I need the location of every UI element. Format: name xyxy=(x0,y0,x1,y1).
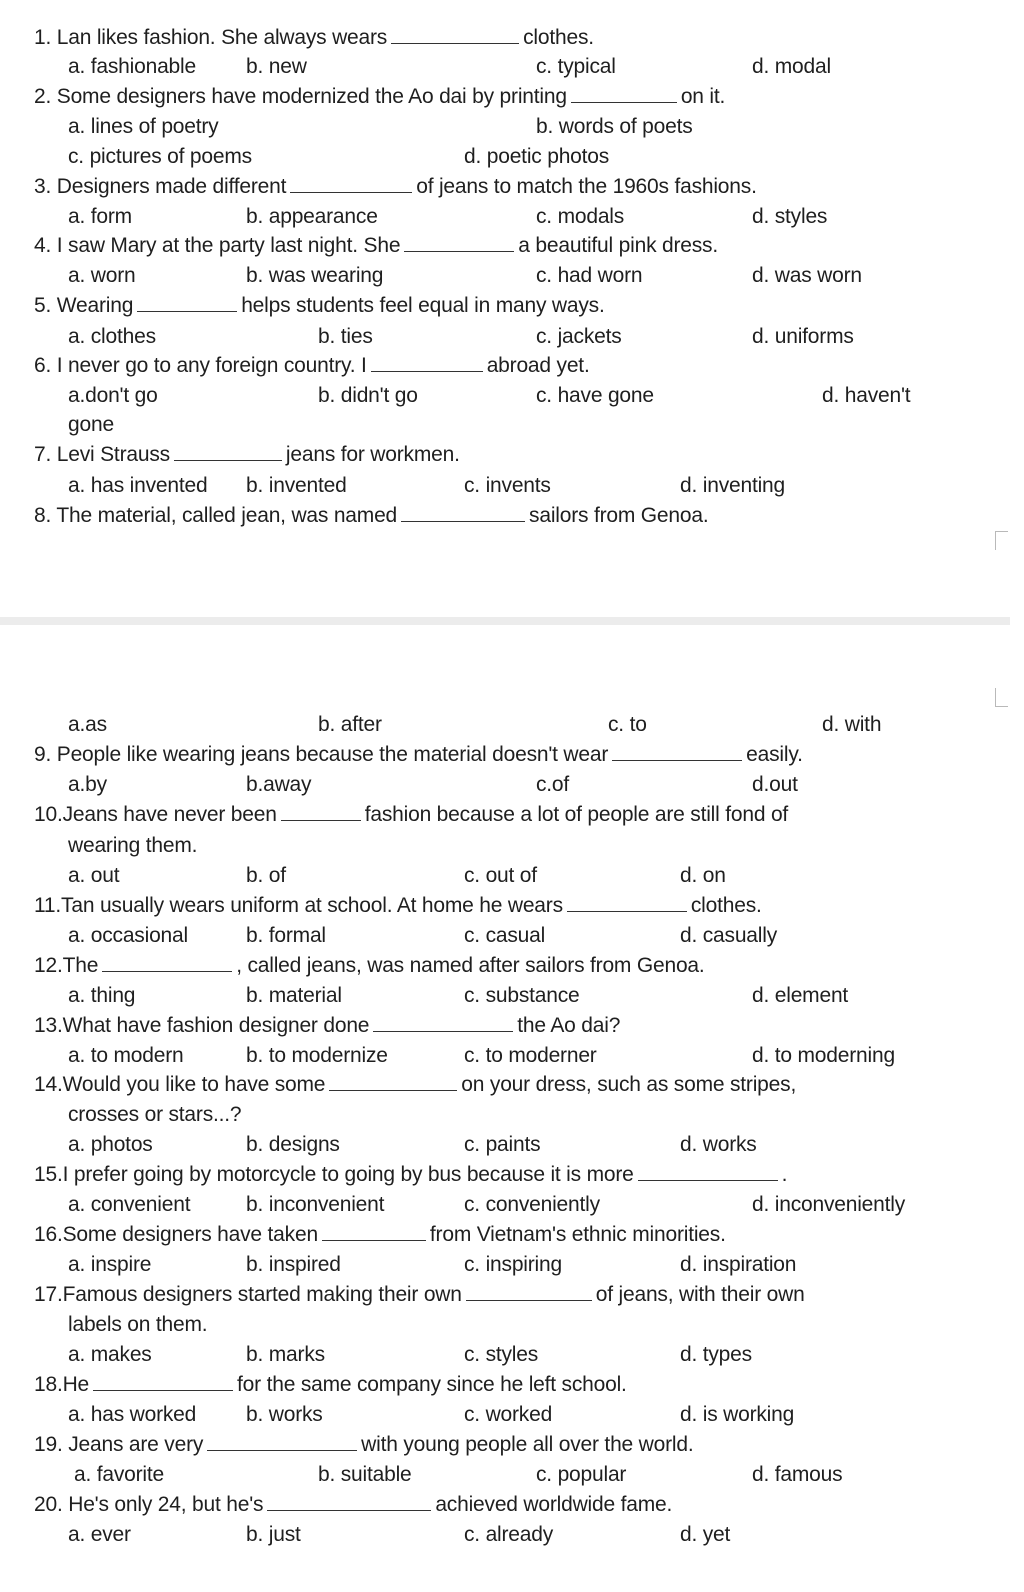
question-text: Some designers have taken xyxy=(62,1223,318,1246)
question-number: 17. xyxy=(34,1283,63,1306)
question-text: He's only 24, but he's xyxy=(68,1493,264,1516)
option-a[interactable]: a. out xyxy=(68,864,120,887)
question-text: What have fashion designer done xyxy=(62,1014,370,1037)
question-text: Jeans have never been xyxy=(62,803,277,826)
option-c[interactable]: c. casual xyxy=(464,924,546,947)
question-text-end: on your dress, such as some stripes, xyxy=(461,1073,797,1096)
option-c[interactable]: c. out of xyxy=(464,864,537,887)
question-text: The xyxy=(62,954,99,977)
answer-blank[interactable] xyxy=(267,1509,431,1511)
question-text-end: of jeans to match the 1960s fashions. xyxy=(416,175,757,198)
question-2 xyxy=(34,82,725,112)
option-d[interactable]: d. on xyxy=(680,864,726,887)
option-b[interactable]: b. designs xyxy=(246,1133,340,1156)
question-text-end: . xyxy=(781,1163,788,1186)
question-text-end: with young people all over the world. xyxy=(361,1433,694,1456)
question-number: 20. xyxy=(34,1493,63,1516)
option-d[interactable]: d. to moderning xyxy=(752,1044,895,1067)
question-11 xyxy=(34,891,762,921)
question-number: 3. xyxy=(34,175,52,198)
option-d[interactable]: d. element xyxy=(752,984,849,1007)
answer-blank[interactable] xyxy=(404,250,514,252)
option-d-continued: gone xyxy=(68,413,114,436)
option-d[interactable]: d. works xyxy=(680,1133,757,1156)
answer-blank[interactable] xyxy=(322,1239,426,1241)
option-a[interactable]: a. thing xyxy=(68,984,136,1007)
question-text: Levi Strauss xyxy=(56,443,170,466)
question-text: Jeans are very xyxy=(68,1433,204,1456)
option-d[interactable]: d. haven't xyxy=(822,384,911,407)
option-c[interactable]: c. pictures of poems xyxy=(68,145,252,168)
option-c[interactable]: c. typical xyxy=(536,55,616,78)
option-d[interactable]: d. uniforms xyxy=(752,325,854,348)
option-d[interactable]: d. types xyxy=(680,1343,752,1366)
option-b[interactable]: b. after xyxy=(318,713,382,736)
question-number: 12. xyxy=(34,954,63,977)
question-number: 9. xyxy=(34,743,52,766)
question-number: 8. xyxy=(34,504,52,527)
option-b[interactable]: b. material xyxy=(246,984,342,1007)
question-19 xyxy=(34,1430,693,1460)
option-c[interactable]: c.of xyxy=(536,773,570,796)
option-c[interactable]: c. inspiring xyxy=(464,1253,562,1276)
answer-blank[interactable] xyxy=(137,310,237,312)
question-text-end: sailors from Genoa. xyxy=(529,504,709,527)
question-17 xyxy=(34,1280,805,1310)
option-b[interactable]: b. didn't go xyxy=(318,384,418,407)
question-text: Some designers have modernized the Ao dai by printing xyxy=(56,85,567,108)
question-9 xyxy=(34,740,803,770)
question-text-end: fashion because a lot of people are still fond of xyxy=(364,803,789,826)
question-number: 16. xyxy=(34,1223,63,1246)
question-text-end: helps students feel equal in many ways. xyxy=(241,294,605,317)
option-a[interactable]: a. ever xyxy=(68,1523,131,1546)
option-d[interactable]: d. yet xyxy=(680,1523,731,1546)
question-text-end: , called jeans, was named after sailors from Genoa. xyxy=(236,954,705,977)
question-text: I never go to any foreign country. I xyxy=(56,354,367,377)
question-12 xyxy=(34,951,705,981)
question-10-continued: wearing them. xyxy=(68,834,198,857)
question-text-end: from Vietnam's ethnic minorities. xyxy=(429,1223,726,1246)
option-a[interactable]: a. inspire xyxy=(68,1253,152,1276)
question-number: 1. xyxy=(34,26,52,49)
option-c[interactable]: c. worked xyxy=(464,1403,553,1426)
option-c[interactable]: c. popular xyxy=(536,1463,627,1486)
option-d[interactable]: d. is working xyxy=(680,1403,795,1426)
option-d[interactable]: d. inconveniently xyxy=(752,1193,906,1216)
question-text: Tan usually wears uniform at school. At home he wears xyxy=(61,894,563,917)
question-20 xyxy=(34,1490,672,1520)
option-a[interactable]: a. clothes xyxy=(68,325,156,348)
option-d[interactable]: d. styles xyxy=(752,205,828,228)
option-a[interactable]: a. to modern xyxy=(68,1044,184,1067)
option-c[interactable]: c. substance xyxy=(464,984,580,1007)
answer-blank[interactable] xyxy=(391,42,519,44)
answer-blank[interactable] xyxy=(401,520,525,522)
question-number: 10. xyxy=(34,803,63,826)
option-b[interactable]: b. just xyxy=(246,1523,301,1546)
question-3 xyxy=(34,172,757,202)
answer-blank[interactable] xyxy=(102,970,232,972)
question-text-end: jeans for workmen. xyxy=(285,443,460,466)
question-number: 15. xyxy=(34,1163,63,1186)
question-text: People like wearing jeans because the material doesn't wear xyxy=(56,743,609,766)
answer-blank[interactable] xyxy=(638,1179,778,1181)
question-text: I saw Mary at the party last night. She xyxy=(56,234,401,257)
option-c[interactable]: c. had worn xyxy=(536,264,643,287)
question-13 xyxy=(34,1011,620,1041)
question-text: The material, called jean, was named xyxy=(56,504,398,527)
question-text-end: the Ao dai? xyxy=(517,1014,621,1037)
question-text-end: for the same company since he left school. xyxy=(237,1373,627,1396)
answer-blank[interactable] xyxy=(571,101,677,103)
answer-blank[interactable] xyxy=(174,459,282,461)
option-a[interactable]: a. has invented xyxy=(68,474,208,497)
answer-blank[interactable] xyxy=(371,370,483,372)
page-separator xyxy=(0,617,1010,625)
question-number: 2. xyxy=(34,85,52,108)
option-b[interactable]: b. words of poets xyxy=(536,115,693,138)
option-c[interactable]: c. paints xyxy=(464,1133,541,1156)
answer-blank[interactable] xyxy=(290,191,412,193)
option-d[interactable]: d.out xyxy=(752,773,798,796)
option-c[interactable]: c. already xyxy=(464,1523,554,1546)
question-1 xyxy=(34,23,594,53)
question-14-continued: crosses or stars...? xyxy=(68,1103,242,1126)
option-a[interactable]: a. occasional xyxy=(68,924,188,947)
question-text-end: abroad yet. xyxy=(486,354,590,377)
question-number: 18. xyxy=(34,1373,63,1396)
option-b[interactable]: b. invented xyxy=(246,474,347,497)
option-d[interactable]: d. inspiration xyxy=(680,1253,797,1276)
corner-mark xyxy=(995,531,1008,550)
option-a[interactable]: a.by xyxy=(68,773,107,796)
option-d[interactable]: d. poetic photos xyxy=(464,145,610,168)
question-text: Famous designers started making their own xyxy=(62,1283,462,1306)
option-b[interactable]: b. ties xyxy=(318,325,373,348)
question-18 xyxy=(34,1370,627,1400)
option-c[interactable]: c. to xyxy=(608,713,647,736)
option-d[interactable]: d. with xyxy=(822,713,882,736)
question-text-end: of jeans, with their own xyxy=(595,1283,805,1306)
question-number: 13. xyxy=(34,1014,63,1037)
question-14 xyxy=(34,1070,796,1100)
answer-blank[interactable] xyxy=(329,1089,457,1091)
option-a[interactable]: a. form xyxy=(68,205,132,228)
question-number: 4. xyxy=(34,234,52,257)
question-5 xyxy=(34,291,605,321)
option-a[interactable]: a.as xyxy=(68,713,107,736)
question-text: I prefer going by motorcycle to going by bus because it is more xyxy=(62,1163,634,1186)
question-number: 14. xyxy=(34,1073,63,1096)
option-b[interactable]: b. of xyxy=(246,864,286,887)
answer-blank[interactable] xyxy=(207,1449,357,1451)
option-a[interactable]: a. has worked xyxy=(68,1403,197,1426)
question-8 xyxy=(34,501,708,531)
option-a[interactable]: a. lines of poetry xyxy=(68,115,219,138)
option-b[interactable]: b. inspired xyxy=(246,1253,341,1276)
question-text: Designers made different xyxy=(56,175,287,198)
option-b[interactable]: b. new xyxy=(246,55,307,78)
option-d[interactable]: d. modal xyxy=(752,55,831,78)
option-d[interactable]: d. was worn xyxy=(752,264,862,287)
answer-blank[interactable] xyxy=(567,910,687,912)
option-c[interactable]: c. conveniently xyxy=(464,1193,600,1216)
question-text-end: a beautiful pink dress. xyxy=(518,234,718,257)
option-c[interactable]: c. to moderner xyxy=(464,1044,597,1067)
option-d[interactable]: d. casually xyxy=(680,924,778,947)
option-c[interactable]: c. styles xyxy=(464,1343,539,1366)
question-6 xyxy=(34,351,590,381)
answer-blank[interactable] xyxy=(612,759,742,761)
question-4 xyxy=(34,231,718,261)
option-b[interactable]: b. marks xyxy=(246,1343,325,1366)
option-a[interactable]: a. convenient xyxy=(68,1193,191,1216)
question-7 xyxy=(34,440,460,470)
answer-blank[interactable] xyxy=(466,1299,592,1301)
option-b[interactable]: b. suitable xyxy=(318,1463,412,1486)
option-c[interactable]: c. invents xyxy=(464,474,551,497)
option-a[interactable]: a. worn xyxy=(68,264,136,287)
answer-blank[interactable] xyxy=(281,819,361,821)
question-number: 19. xyxy=(34,1433,63,1456)
option-a[interactable]: a. photos xyxy=(68,1133,153,1156)
question-number: 11. xyxy=(34,894,62,917)
option-c[interactable]: c. modals xyxy=(536,205,625,228)
question-text-end: clothes. xyxy=(690,894,762,917)
option-d[interactable]: d. inventing xyxy=(680,474,786,497)
answer-blank[interactable] xyxy=(93,1389,233,1391)
option-c[interactable]: c. have gone xyxy=(536,384,654,407)
option-a[interactable]: a. fashionable xyxy=(68,55,196,78)
question-17-continued: labels on them. xyxy=(68,1313,208,1336)
option-b[interactable]: b. to modernize xyxy=(246,1044,388,1067)
question-text-end: clothes. xyxy=(523,26,594,49)
question-text: He xyxy=(62,1373,90,1396)
question-16 xyxy=(34,1220,726,1250)
option-a[interactable]: a. makes xyxy=(68,1343,152,1366)
corner-mark xyxy=(995,688,1008,707)
answer-blank[interactable] xyxy=(373,1030,513,1032)
question-text-end: achieved worldwide fame. xyxy=(435,1493,673,1516)
option-b[interactable]: b.away xyxy=(246,773,312,796)
option-a[interactable]: a.don't go xyxy=(68,384,158,407)
question-number: 7. xyxy=(34,443,52,466)
option-b[interactable]: b. was wearing xyxy=(246,264,384,287)
option-b[interactable]: b. appearance xyxy=(246,205,378,228)
question-text: Wearing xyxy=(56,294,134,317)
question-text: Would you like to have some xyxy=(62,1073,326,1096)
option-b[interactable]: b. works xyxy=(246,1403,323,1426)
question-number: 6. xyxy=(34,354,52,377)
option-b[interactable]: b. inconvenient xyxy=(246,1193,385,1216)
option-a[interactable]: a. favorite xyxy=(74,1463,165,1486)
question-number: 5. xyxy=(34,294,52,317)
question-15 xyxy=(34,1160,787,1190)
option-b[interactable]: b. formal xyxy=(246,924,326,947)
question-text-end: on it. xyxy=(680,85,726,108)
question-text-end: easily. xyxy=(746,743,803,766)
option-c[interactable]: c. jackets xyxy=(536,325,622,348)
question-10 xyxy=(34,800,788,830)
option-d[interactable]: d. famous xyxy=(752,1463,843,1486)
question-text: Lan likes fashion. She always wears xyxy=(56,26,388,49)
